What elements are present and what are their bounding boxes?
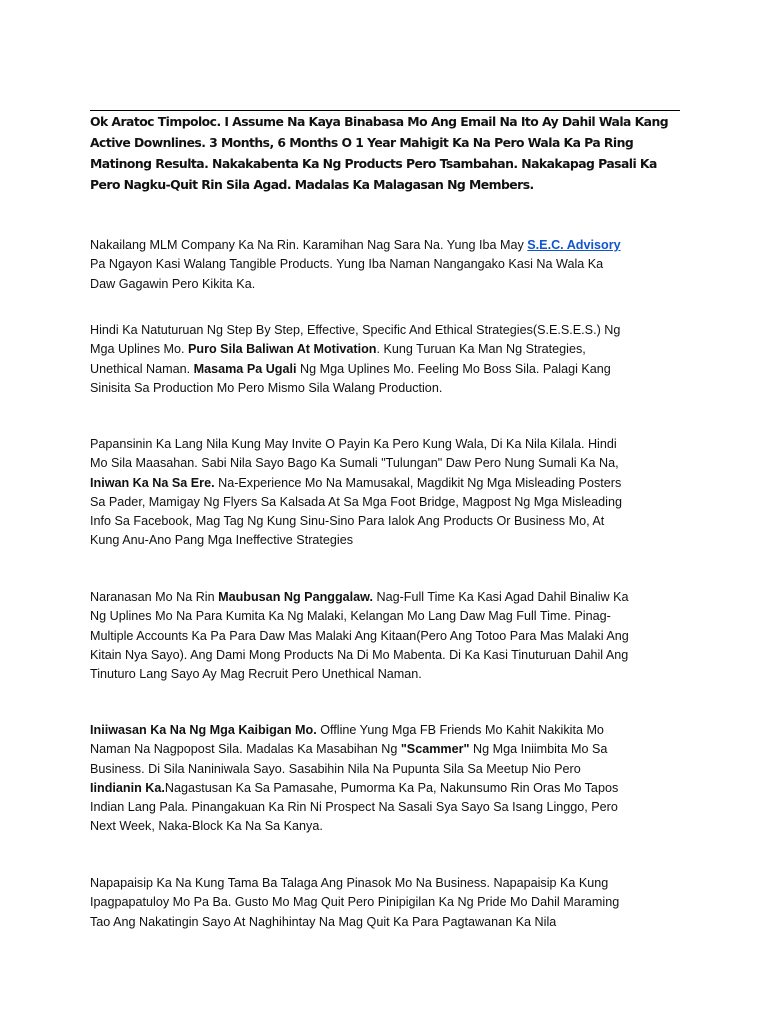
paragraph-strategies	[90, 435, 630, 551]
paragraph-kaibigan	[90, 721, 630, 837]
paragraph-text: Ng Mga Iniimbita Mo Sa Business. Di Sila Naniniwala Sayo. Sasabihin Nila Na Pupunta Sila Sa Meetup Nio Pero	[90, 742, 608, 776]
paragraph-text: Nagastusan Ka Sa Pamasahe, Pumorma Ka Pa, Nakunsumo Rin Oras Mo Tapos Indian Lang Pala. Pinangakuan Ka Rin Ni Prospect Na Sasali Sya Sayo Sa Isang Linggo, Pero Next Week, Naka-Block Ka Na Sa Kanya.	[90, 780, 619, 834]
paragraph-text: Ng Mga Uplines Mo. Feeling Mo Boss Sila. Palagi Kang Sinisita Sa Production Mo Pero Mismo Sila Walang Production.	[90, 361, 611, 395]
paragraph-text: Offline Yung Mga FB Friends Mo Kahit Nakikita Mo Naman Na Nagpopost Sila. Madalas Ka Masabihan Ng	[90, 723, 604, 757]
paragraph-mlm-companies	[90, 236, 630, 294]
paragraph-text: Pa Ngayon Kasi Walang Tangible Products. Yung Iba Naman Nangangako Kasi Na Wala Ka Daw Gagawin Pero Kikita Ka.	[90, 257, 604, 291]
paragraph-text: Nakailang MLM Company Ka Na Rin. Karamihan Nag Sara Na. Yung Iba May	[90, 238, 528, 252]
paragraph-text: Napapaisip Ka Na Kung Tama Ba Talaga Ang Pinasok Mo Na Business. Napapaisip Ka Kung Ipagpapatuloy Mo Pa Ba. Gusto Mo Mag Quit Pero Pinipigilan Ka Ng Pride Mo Dahil Maraming Tao Ang Nakatingin Sayo At Naghihintay Na Mag Quit Ka Para Pagtawanan Ka Nila	[90, 876, 620, 929]
bold-text: Iniiwasan Ka Na Ng Mga Kaibigan Mo.	[90, 723, 317, 737]
paragraph-text: Hindi Ka Natuturuan Ng Step By Step, Effective, Specific And Ethical Strategies(S.E.S.E.S.) Ng Mga Uplines Mo.	[90, 323, 621, 357]
bold-text: Iindianin Ka.	[90, 780, 165, 795]
paragraph-text: Papansinin Ka Lang Nila Kung May Invite O Payin Ka Pero Kung Wala, Di Ka Nila Kilala. Hindi Mo Sila Maasahan. Sabi Nila Sayo Bago Ka Sumali "Tulungan" Daw Pero Nung Sumali Ka Na,	[90, 437, 619, 471]
paragraph-napapaisip	[90, 874, 630, 932]
paragraph-text: Naranasan Mo Na Rin	[90, 590, 219, 604]
bold-text: Iniwan Ka Na Sa Ere.	[90, 475, 215, 490]
paragraph-text: . Kung Turuan Ka Man Ng Strategies, Unethical Naman.	[90, 342, 586, 376]
intro-paragraph: Ok Aratoc Timpoloc. I Assume Na Kaya Binabasa Mo Ang Email Na Ito Ay Dahil Wala Kang Active Downlines. 3 Months, 6 Months O 1 Year Mahigit Ka Na Pero Wala Ka Pa Ring Matinong Resulta. Nakakabenta Ka Ng Products Pero Tsambahan. Nakakapag Pasali Ka Pero Nagku-Quit Rin Sila Agad. Madalas Ka Malagasan Ng Members.	[90, 114, 669, 192]
bold-text: Masama Pa Ugali	[193, 361, 297, 376]
bold-text: Puro Sila Baliwan At Motivation	[188, 342, 377, 357]
paragraph-panggalaw	[90, 588, 630, 684]
paragraph-uplines	[90, 321, 630, 398]
sec-advisory-link[interactable]: S.E.C. Advisory	[527, 238, 621, 252]
paragraph-text: Nag-Full Time Ka Kasi Agad Dahil Binaliw Ka Ng Uplines Mo Na Para Kumita Ka Ng Malaki, Kelangan Mo Lang Daw Mag Full Time. Pinag-Multiple Accounts Ka Pa Para Daw Mas Malaki Ang Kitaan(Pero Ang Totoo Para Mas Malaki Ang Kitain Nya Sayo). Ang Dami Mong Products Na Di Mo Mabenta. Di Ka Kasi Tinuturuan Dahil Ang Tinuturo Lang Sayo Ay Mag Recruit Pero Unethical Naman.	[90, 590, 629, 682]
bold-text: Maubusan Ng Panggalaw.	[218, 590, 373, 604]
paragraph-text: Na-Experience Mo Na Mamusakal, Magdikit Ng Mga Misleading Posters Sa Pader, Mamigay Ng Flyers Sa Kalsada At Sa Mga Foot Bridge, Magpost Ng Mga Misleading Info Sa Facebook, Mag Tag Ng Kung Sinu-Sino Para Ialok Ang Products Or Business Mo, At Kung Anu-Ano Pang Mga Ineffective Strategies	[90, 475, 622, 548]
bold-text: "Scammer"	[400, 742, 470, 757]
